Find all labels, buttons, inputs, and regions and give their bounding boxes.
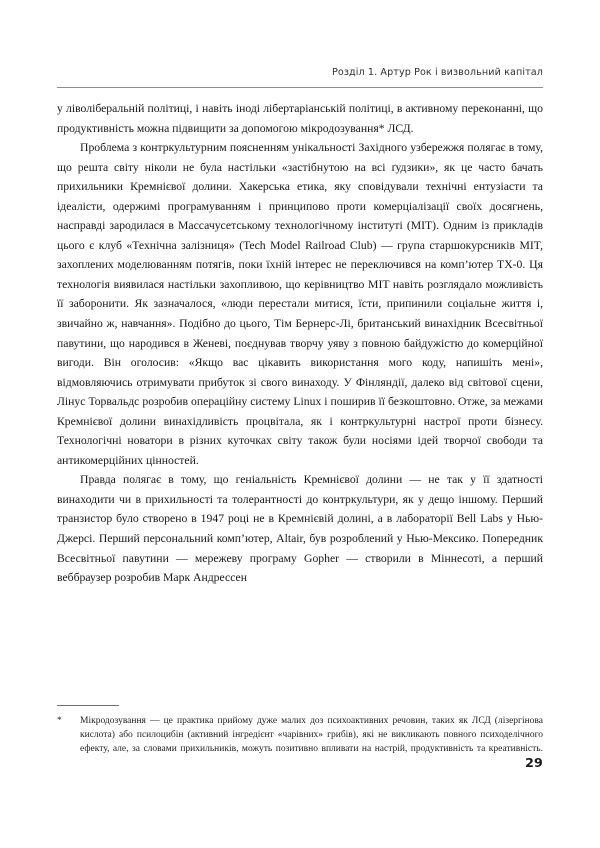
- running-head-text: Розділ 1. Артур Рок і визвольний капітал: [331, 67, 543, 78]
- header-divider: [57, 87, 543, 88]
- footnote: [57, 714, 543, 772]
- running-head: [57, 62, 543, 78]
- footnote-divider: [57, 705, 119, 706]
- paragraph-truth: Правда полягає в тому, що геніальність Кремнієвої долини — не так у її здатності винаходити чи в прихильності та толерантності до контркультури, як у дещо іншому. Перший транзистор було створено в 1947 році не в Кремнієвій долині, а в лабораторії Bell Labs у Нью-Джерсі. Перший персональний комп’ютер, Altair, був розроблений у Нью-Мексико. Попередник Всесвітньої павутини — мережеву програму Gopher — створили в Міннесоті, а перший веббраузер розробив Марк Андрессен: [57, 473, 543, 585]
- body-text-block: [57, 99, 543, 588]
- page-number: 29: [525, 755, 543, 771]
- paragraph-continuation: у ліволіберальній політиці, і навіть іноді лібертаріанській політиці, в активному переконанні, що продуктивність можна підвищити за допомогою мікродозування* ЛСД.: [57, 102, 543, 135]
- footnote-marker: *: [57, 716, 62, 726]
- footnote-area: [57, 705, 543, 772]
- footnote-text: Мікродозування — це практика прийому дуже малих доз психоактивних речовин, таких як ЛСД (лізергінова кислота) або псилоцибін (активний інгредієнт «чарівних» грибів), які не викликають повного психоделічного ефекту, але, за словами прихильників, можуть позитивно впливати на настрій, продуктивність та креативність.: [80, 716, 543, 755]
- paragraph-counterculture: Проблема з контркультурним поясненням унікальності Західного узбережжя полягає в тому, що решта світу ніколи не була настільки «застібнутою на всі ґудзики», як це часто бачать прихильники Кремнієвої долини. Хакерська етика, яку сповідували технічні ентузіасти та ідеалісти, одержимі програмуванням і принципово проти комерціалізації своїх досягнень, насправді зародилася в Массачусетському технологічному інституті (MIT). Одним із прикладів цього є клуб «Технічна залізниця» (Tech Model Railroad Club) — група старшокурсників MIT, захоплених моделюванням потягів, поки їхній інтерес не переключився на комп’ютер TX-0. Ця технологія виявилася настільки захопливою, що керівництво MIT навіть розглядало можливість її заборонити. Як зазначалося, «люди перестали митися, їсти, припинили соціальне життя і, звичайно ж, навчання». Подібно до цього, Тім Бернерс-Лі, британський винахідник Всесвітньої павутини, що народився в Женеві, поєднував творчу уяву з повною байдужістю до комерційної вигоди. Він оголосив: «Якщо вас цікавить використання мого коду, напишіть мені», відмовляючись отримувати прибуток зі свого винаходу. У Фінляндії, далеко від світової сцени, Лінус Торвальдс розробив операційну систему Linux і поширив її безкоштовно. Отже, за межами Кремнієвої долини винахідливість процвітала, як і контркультурні настрої проти бізнесу. Технологічні новатори в різних куточках світу також були носіями ідей творчої свободи та антикомерційних цінностей.: [57, 141, 543, 467]
- folio-wrap: [80, 755, 543, 771]
